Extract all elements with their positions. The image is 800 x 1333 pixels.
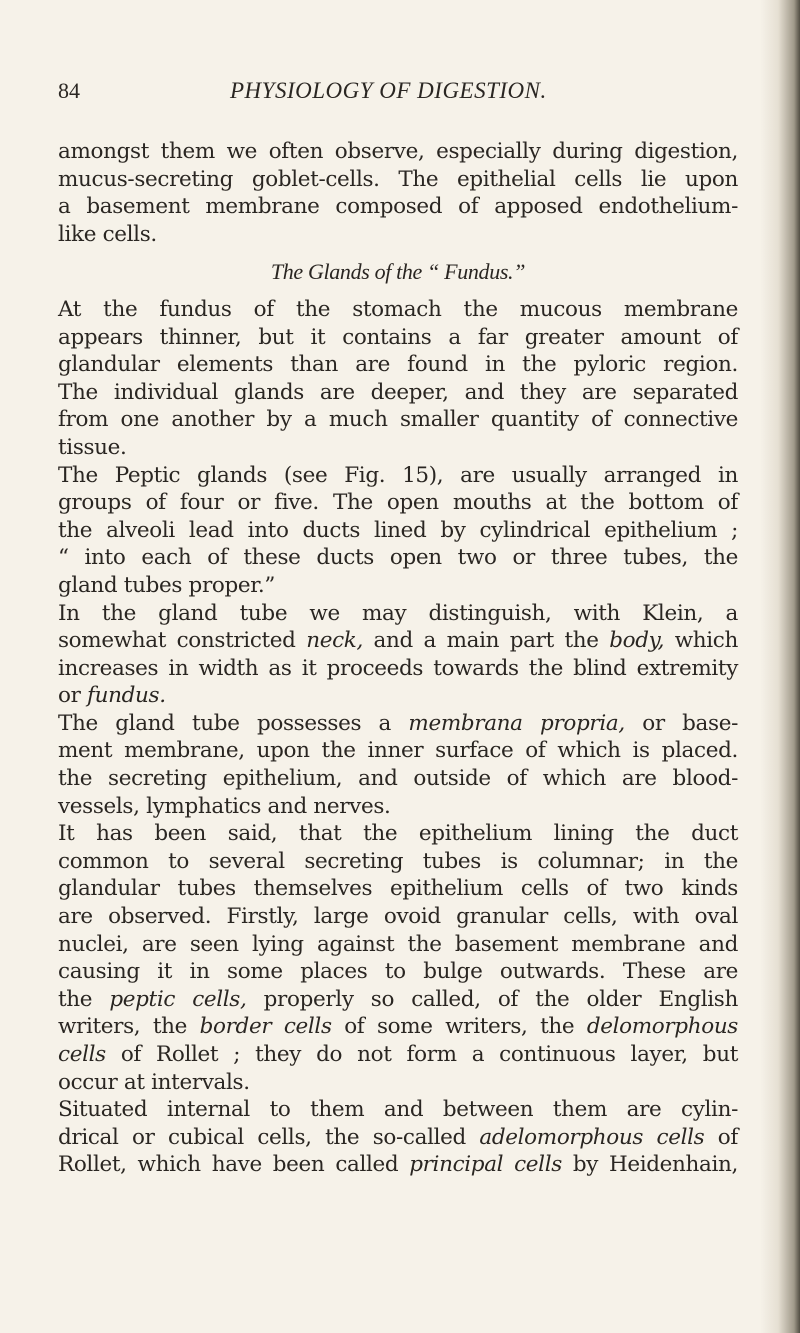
text-line: vessels, lymphatics and nerves. (58, 793, 391, 819)
text-run: of some writers, the (331, 1014, 587, 1040)
text-line (58, 710, 738, 738)
text-run: and a main part the (362, 628, 610, 654)
page-header (0, 78, 800, 108)
text-line (58, 1013, 738, 1041)
text-run: the (58, 986, 110, 1012)
text-line: The individual glands are deeper, and they are separated (58, 379, 738, 405)
text-run: Rollet, which have been called (58, 1152, 410, 1178)
text-run: The gland tube possesses a (58, 710, 409, 736)
text-line: the secreting epithelium, and outside of which are blood- (58, 766, 738, 792)
body-text (58, 138, 738, 1179)
page-number: 84 (58, 78, 80, 103)
text-line (58, 1041, 738, 1069)
italic-term: delomorphous (586, 1014, 738, 1040)
text-line (58, 1124, 738, 1152)
text-line: “ into each of these ducts open two or three tubes, the (58, 545, 738, 571)
text-line: glandular tubes themselves epithelium cells of two kinds (58, 876, 738, 902)
italic-term: cells (58, 1042, 106, 1067)
text-line: tissue. (58, 434, 127, 460)
text-run: of Rollet ; they do not form a continuous layer, but (105, 1042, 738, 1067)
text-run: or base- (624, 710, 738, 736)
italic-term: peptic cells, (109, 986, 247, 1012)
italic-term: body, (609, 628, 665, 654)
text-line: groups of four or five. The open mouths at the bottom of (58, 490, 738, 516)
text-line: like cells. (58, 221, 157, 247)
text-line: amongst them we often observe, especially during digestion, (58, 139, 738, 164)
text-run: of (704, 1124, 738, 1150)
italic-term: membrana propria, (408, 710, 625, 736)
text-line: glandular elements than are found in the pyloric region. (58, 352, 738, 378)
section-heading: The Glands of the “ Fundus.” (270, 259, 526, 285)
text-line (58, 986, 738, 1014)
italic-term: fundus. (87, 683, 166, 709)
text-line (58, 682, 738, 710)
italic-term: adelomorphous cells (479, 1124, 705, 1150)
text-line: It has been said, that the epithelium lining the duct (58, 821, 738, 847)
text-line: occur at intervals. (58, 1069, 250, 1095)
text-line: from one another by a much smaller quantity of connective (58, 407, 738, 433)
text-run: by Heidenhain, (561, 1152, 738, 1178)
text-run: writers, the (58, 1014, 200, 1040)
text-line: The Peptic glands (see Fig. 15), are usually arranged in (58, 462, 738, 488)
text-line (58, 1151, 738, 1179)
text-line: At the fundus of the stomach the mucous membrane (58, 296, 738, 322)
text-line: Situated internal to them and between them are cylin- (58, 1097, 738, 1123)
running-head: PHYSIOLOGY OF DIGESTION. (230, 78, 547, 103)
text-line: common to several secreting tubes is columnar; in the (58, 848, 738, 874)
text-run: drical or cubical cells, the so-called (58, 1124, 480, 1150)
text-line: nuclei, are seen lying against the basement membrane and (58, 931, 738, 957)
text-line: increases in width as it proceeds towards the blind extremity (58, 655, 738, 681)
spacer (58, 286, 738, 296)
italic-term: principal cells (409, 1152, 562, 1178)
text-line: gland tubes proper.” (58, 572, 275, 598)
text-run: properly so called, of the older English (246, 986, 738, 1012)
italic-term: neck, (306, 628, 363, 654)
text-line: the alveoli lead into ducts lined by cylindrical epithelium ; (58, 517, 738, 543)
text-line: In the gland tube we may distinguish, with Klein, a (58, 600, 738, 626)
text-line: are observed. Firstly, large ovoid granular cells, with oval (58, 904, 738, 930)
spacer (58, 248, 738, 258)
text-run: or (58, 683, 88, 709)
text-line: a basement membrane composed of apposed endothelium- (58, 194, 738, 220)
text-run: somewhat constricted (58, 628, 307, 654)
text-line: appears thinner, but it contains a far greater amount of (58, 324, 738, 350)
text-line (58, 627, 738, 655)
italic-term: border cells (199, 1014, 332, 1040)
page-edge-shadow (760, 0, 800, 1333)
text-line: causing it in some places to bulge outwards. These are (58, 959, 738, 985)
text-run: which (664, 628, 738, 654)
text-line: mucus-secreting goblet-cells. The epithelial cells lie upon (58, 166, 738, 192)
text-line: ment membrane, upon the inner surface of which is placed. (58, 738, 738, 764)
